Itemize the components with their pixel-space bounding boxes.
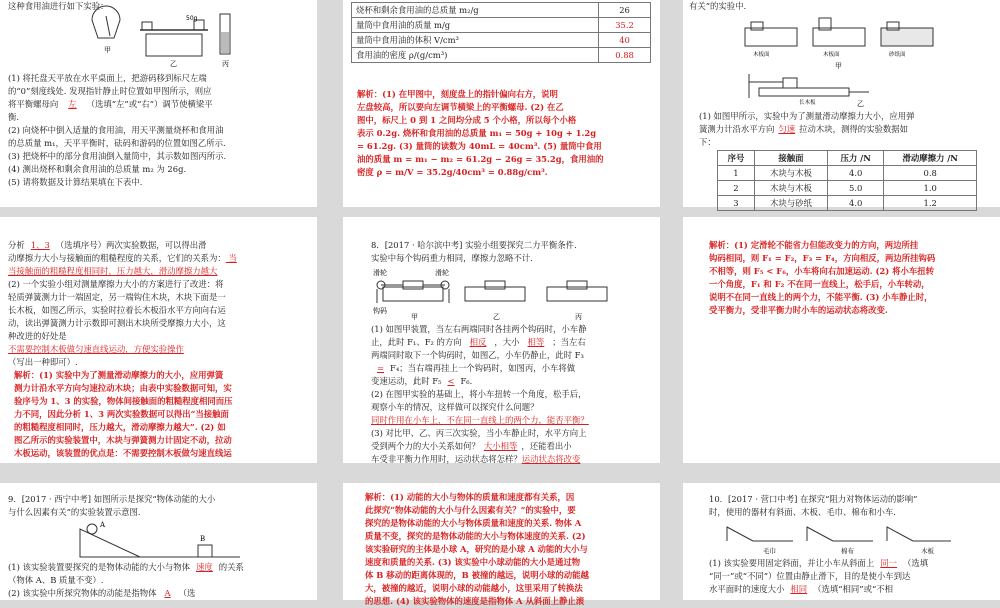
answer-opposite: 相反	[469, 337, 487, 347]
table-header-row: 序号 接触面 压力 /N 滑动摩擦力 /N	[718, 151, 977, 166]
answer-lt: <	[447, 376, 455, 386]
slide-density-answer	[343, 0, 660, 207]
ramp-apparatus-figure	[70, 521, 250, 561]
step-line: 将平衡螺母向 左 （选填“左”或“右”）调节使横梁平	[8, 99, 213, 109]
fig-label-bing: 丙	[222, 60, 229, 68]
analysis-block: 解析：(1) 定滑轮不能省力但能改变力的方向，两边所挂 钩码相同，则 F₁ = F₂，F₃ = F₄，方向相反，两边所挂钩码 不相等，则 F₅ < F₆，小车将向右加速运动. (2) 将小车扭转 一个角度，F₁ 和 F₂ 不在同一直线上，松手后，小车转动， 说明不在同一直线上的两个力，不能平衡. (3) 小车静止时， 受平衡力，受非平衡力时小车的运动状态将改变.	[709, 240, 936, 315]
block-label: B	[200, 535, 206, 543]
table-row: 1 木块与木板 4.0 0.8	[718, 166, 977, 181]
slide-two-force-analysis	[683, 217, 1000, 463]
weight-label: 50g	[186, 15, 198, 22]
slide-friction-experiment	[683, 0, 1000, 207]
intro-text: 这种食用油进行如下实验：	[8, 1, 109, 11]
answer-left: 左	[68, 99, 77, 109]
answer-benefit: 不需要控制木板做匀速直线运动，方便实验操作	[8, 344, 184, 354]
pulley-label: 滑轮	[435, 269, 449, 277]
steps-block	[8, 72, 313, 189]
analysis-block: 解析：(1) 动能的大小与物体的质量和速度都有关系，因 此探究“物体动能的大小与什么因素有关？”的实验中，要 探究的是物体动能的大小与物体质量和速度的关系. 物体 A 质量不变，探究的是物体动能的大小与物体速度的关系. (2) 该实验研究的主体是小球 A，研究的是小球 A 动能的大小与 速度和质量的关系. (3) 该实验中小球动能的大小是通过物 体 B 移动的距离体现的，B 被撞的越远，说明小球的动能越 大，被撞的越近，说明小球的动能越小，这里采用了转换法 的思想. (4) 该实验物体的速度是指物体 A 从斜面上静止滚	[365, 492, 589, 606]
step-line: (3) 把烧杯中的部分食用油倒入量筒中，其示数如图丙所示.	[8, 151, 227, 161]
answer-eq: =	[377, 363, 385, 373]
slide-density-experiment	[0, 0, 317, 207]
slide-resistance-motion	[683, 483, 1000, 600]
question-head: 10．[2017 · 营口中考] 在探究“阻力对物体运动的影响” 时，使用的器材有斜面、木板、毛巾、棉布和小车.	[709, 494, 918, 517]
density-table	[351, 2, 651, 63]
surface-label-board: 木板	[921, 547, 934, 555]
table-row: 量筒中食用油的体积 V/cm³ 40	[352, 33, 651, 48]
answer-a: A	[164, 588, 171, 598]
question-block: (1) 如图甲装置，当左右两端同时各挂两个钩码时，小车静 止，此时 F₁、F₂ 的方向 相反 ，大小 相等 ；当左右 两端同时取下一个钩码时，如图乙，小车仍静止，此时 F₃ = F₄；当右端再挂上一个钩码时，如图丙，小车将做 变速运动，此时 F₅ < F₆. (2) 在图甲实验的基础上，将小车扭转一个角度，松手后， 观察小车的情况，这样做可以探究什么问题？ 同时作用在小车上，不在同一直线上的两个力，能否平衡？ (3) 对比甲、乙、丙三次实验，当小车静止时，水平方向上 受到两个力的大小关系如何？ 大小相等 ，还能看出小 车受非平衡力作用时，运动状态将怎样？运动状态将改变	[371, 323, 655, 466]
answer-uniform: 匀速	[778, 124, 796, 134]
answer-same-position: 同一	[880, 558, 898, 568]
step-line: (4) 测出烧杯和剩余食用油的总质量 m₂ 为 26g.	[8, 164, 187, 174]
step-line: 衡.	[8, 112, 20, 122]
answer-seq: 1、3	[30, 240, 50, 250]
surface-label-towel: 毛巾	[763, 547, 776, 555]
slide-friction-analysis	[0, 217, 317, 463]
fig-label-bing: 丙	[575, 313, 582, 321]
table-row: 食用油的密度 ρ/(g/cm³) 0.88	[352, 48, 651, 63]
slide-top-text: 有关”的实验中.	[689, 1, 747, 11]
question-block: (1) 如图甲所示，实验中为了测量滑动摩擦力大小，应用弹 簧测力计沿水平方向 匀速 拉动木块，测得的实验数据如 下：	[699, 111, 915, 147]
surfaces-figure	[723, 521, 953, 555]
answer-q2: 同时作用在小车上，不在同一直线上的两个力，能否平衡？	[371, 415, 589, 425]
answer-q3b: 运动状态将改变	[521, 454, 581, 464]
surface-label: 木板面	[753, 52, 770, 58]
answer-q3a: 大小相等	[483, 441, 518, 451]
step-line: 的“0”刻度线处. 发现指针静止时位置如甲图所示，则应	[8, 86, 212, 96]
fig-label-jia: 甲	[411, 313, 418, 321]
question-block: 分析 1、3 （选填序号）两次实验数据，可以得出滑 动摩擦力大小与接触面的粗糙程度的关系，它们的关系为： 当 当接触面的粗糙程度相同时，压力越大，滑动摩擦力越大 (2) 一个实验小组对测量摩擦力大小的方案进行了改进：将 轻质弹簧测力计一端固定，另一端钩住木块，木块下面是一 长木板，如图乙所示，实验时拉着长木板沿水平方向向右运 动，读出弹簧测力计示数即可测出木块所受摩擦力大小，这 种改进的好处是 不需要控制木板做匀速直线运动，方便实验操作 （写出一种即可）.	[8, 239, 308, 369]
analysis-block: 解析：(1) 实验中为了测量滑动摩擦力的大小，应用弹簧 测力计沿水平方向匀速拉动木块；由表中实验数据可知，实 验序号为 1、3 的实验，物体间接触面的粗糙程度相同而压 力不同，因此分析 1、3 两次实验数据可以得出“当接触面 的粗糙程度相同时，压力越大，滑动摩擦力越大”. (2) 如 图乙所示的实验装置中，木块与弹簧测力计固定不动，拉动 木板运动，该装置的优点是：不需要控制木板做匀速直线运	[14, 370, 233, 458]
pulley-apparatus-figure	[373, 267, 623, 321]
step-line: (2) 向烧杯中倒入适量的食用油，用天平测量烧杯和食用油	[8, 125, 224, 135]
surface-label-cotton: 棉布	[841, 547, 854, 555]
fig-label-yi: 乙	[493, 313, 500, 321]
hook-weight-label: 钩码	[373, 307, 387, 315]
table-row: 量筒中食用油的质量 m/g 35.2	[352, 18, 651, 33]
question-head: 8．[2017 · 哈尔滨中考] 实验小组要探究二力平衡条件. 实验中每个钩码重力相同，摩擦力忽略不计.	[371, 240, 577, 263]
answer-relation-a: 当	[225, 253, 237, 263]
slide-kinetic-energy	[0, 483, 317, 600]
answer-equal: 相等	[527, 337, 545, 347]
answer-speed: 速度	[196, 562, 213, 572]
answer-same-speed: 相同	[790, 584, 808, 594]
balance-apparatus-figure	[80, 12, 240, 70]
fig-label-yi: 乙	[170, 60, 177, 68]
table-row: 2 木块与木板 5.0 1.0	[718, 181, 977, 196]
step-line: (5) 请将数据及计算结果填在下表中.	[8, 177, 143, 187]
question-block-2: (1) 该实验装置要探究的是物体动能的大小与物体 速度 的关系 （物体 A、B 质量不变）. (2) 该实验中所探究物体的动能是指物体 A （选	[8, 562, 244, 598]
answer-relation: 当接触面的粗糙程度相同时，压力越大，滑动摩擦力越大	[8, 266, 218, 276]
fig-label-yi: 乙	[857, 100, 864, 108]
table-row: 烧杯和剩余食用油的总质量 m₂/g 26	[352, 3, 651, 18]
slide-kinetic-analysis	[343, 483, 660, 606]
ball-label: A	[100, 521, 106, 529]
fig-label-jia: 甲	[104, 46, 111, 54]
slide-two-force-balance	[343, 217, 660, 463]
board-label: 长木板	[799, 100, 816, 106]
friction-apparatus-figure	[739, 16, 949, 108]
question-block: (1) 该实验要用固定斜面，并让小车从斜面上 同一 （选填 “同一”或“不同”）位置由静止滑下，目的是使小车到达 水平面时的速度大小 相同 （选填“相同”或“不相	[709, 558, 929, 594]
step-line: 的总质量 m₁，天平平衡时，砝码和游码的位置如图乙所示.	[8, 138, 226, 148]
fig-label-jia: 甲	[835, 62, 842, 70]
pulley-label: 滑轮	[373, 269, 387, 277]
step-line: (1) 将托盘天平放在水平桌面上，把游码移到标尺左端	[8, 73, 207, 83]
table-row: 3 木块与砂纸 4.0 1.2	[718, 196, 977, 211]
surface-label: 木板面	[823, 52, 840, 58]
question-block: 9．[2017 · 西宁中考] 如图所示是探究“物体动能的大小 与什么因素有关”的实验装置示意图.	[8, 494, 216, 517]
analysis-block: 解析：(1) 在甲图中，刻度盘上的指针偏向右方，说明 左盘较高，所以要向左调节横梁上的平衡螺母. (2) 在乙 图中，标尺上 0 到 1 之间均分成 5 个小格，所以每个小格 表示 0.2g. 烧杯和食用油的总质量 m₁ = 50g + 10g + 1.2g = 61.2g. (3) 量筒的读数为 40mL = 40cm³. (5) 量筒中食用 油的质量 m = m₁ − m₂ = 61.2g − 26g = 35.2g，食用油的 密度 ρ = m/V = 35.2g/40cm³ = 0.88g/cm³.	[357, 89, 604, 177]
surface-label: 砂纸面	[889, 52, 906, 58]
friction-table	[717, 150, 977, 211]
